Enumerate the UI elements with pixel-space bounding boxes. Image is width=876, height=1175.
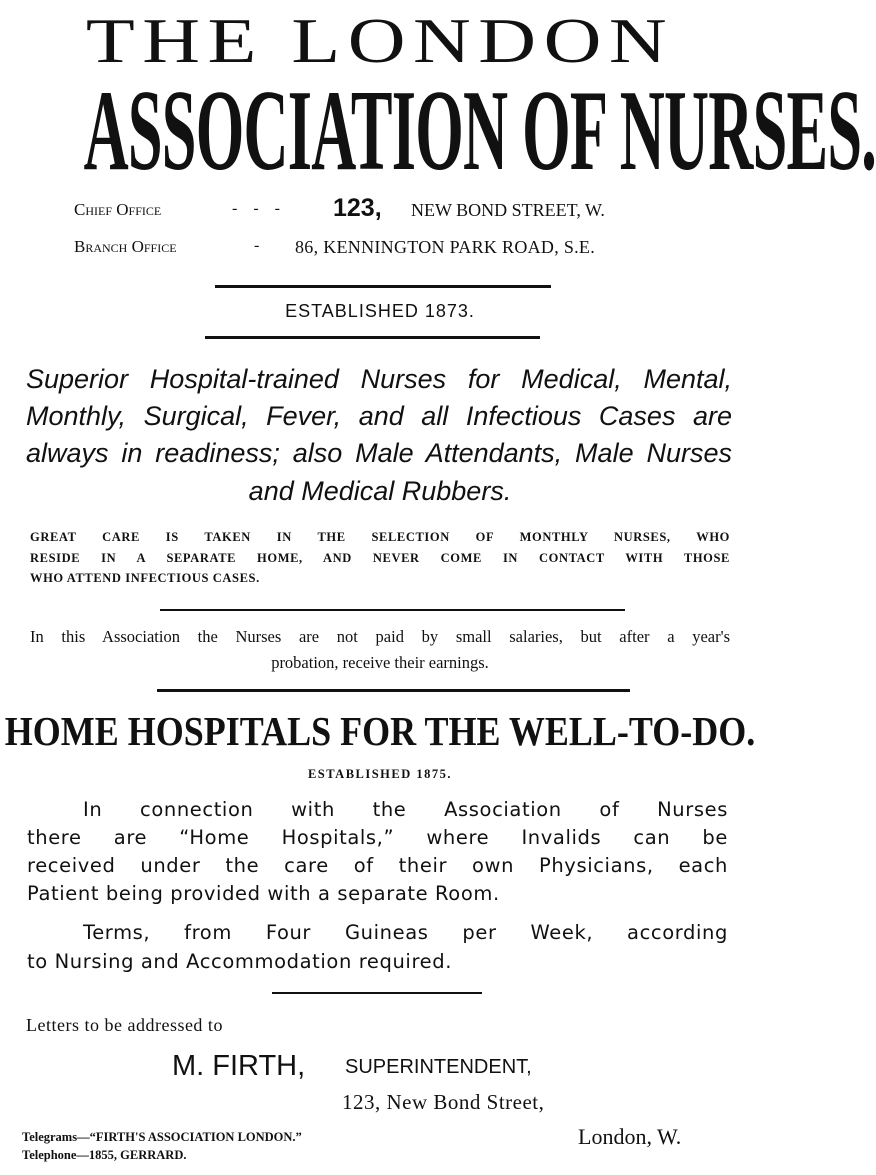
connection-line: there are “Home Hospitals,” where Invalids can be — [27, 826, 728, 849]
terms-line: to Nursing and Accommodation required. — [27, 950, 453, 973]
letters-addressed: Letters to be addressed to — [26, 1015, 223, 1035]
intro-line: Monthly, Surgical, Fever, and all Infectious Cases are — [26, 401, 732, 431]
salary-line: probation, receive their earnings. — [271, 653, 489, 672]
chief-office-label: Chief Office — [74, 200, 162, 219]
divider — [215, 285, 551, 288]
title-the-london: THE LONDON — [85, 5, 675, 76]
chief-office-dashes: - - - — [232, 200, 286, 217]
chief-office-address: NEW BOND STREET, W. — [411, 200, 605, 220]
intro-line: Superior Hospital-trained Nurses for Medical, Mental, — [26, 364, 732, 394]
established-1873: ESTABLISHED 1873. — [285, 301, 475, 321]
divider — [272, 992, 482, 994]
terms-line: Terms, from Four Guineas per Week, according — [83, 921, 728, 944]
care-line: GREAT CARE IS TAKEN IN THE SELECTION OF MONTHLY NURSES, WHO — [30, 530, 730, 544]
care-line: WHO ATTEND INFECTIOUS CASES. — [30, 571, 260, 585]
branch-office-address: 86, KENNINGTON PARK ROAD, S.E. — [295, 237, 596, 257]
connection-line: received under the care of their own Physicians, each — [27, 854, 728, 877]
telephone: Telephone—1855, GERRARD. — [22, 1148, 187, 1162]
street-address: 123, New Bond Street, — [342, 1090, 545, 1114]
home-hospitals-heading: HOME HOSPITALS FOR THE WELL-TO-DO. — [4, 708, 756, 754]
care-line: RESIDE IN A SEPARATE HOME, AND NEVER COME IN CONTACT WITH THOSE — [30, 551, 730, 565]
intro-line: always in readiness; also Male Attendants, Male Nurses — [26, 438, 732, 468]
divider — [160, 609, 625, 611]
title-association: ASSOCIATION OF NURSES. — [83, 67, 876, 196]
established-1875: ESTABLISHED 1875. — [307, 767, 453, 781]
chief-office-number: 123, — [333, 194, 382, 222]
superintendent-title: SUPERINTENDENT, — [345, 1056, 532, 1078]
divider — [205, 336, 540, 339]
branch-office-dashes: - — [254, 237, 260, 254]
city: London, W. — [578, 1124, 682, 1149]
superintendent-name: M. FIRTH, — [172, 1050, 306, 1082]
salary-line: In this Association the Nurses are not paid by small salaries, but after a year's — [30, 627, 730, 646]
connection-line: In connection with the Association of Nurses — [83, 798, 728, 821]
divider — [157, 689, 630, 692]
connection-line: Patient being provided with a separate Room. — [27, 882, 500, 905]
telegrams: Telegrams—“FIRTH'S ASSOCIATION LONDON.” — [22, 1130, 302, 1144]
intro-line: and Medical Rubbers. — [248, 476, 512, 506]
branch-office-label: Branch Office — [74, 237, 177, 256]
